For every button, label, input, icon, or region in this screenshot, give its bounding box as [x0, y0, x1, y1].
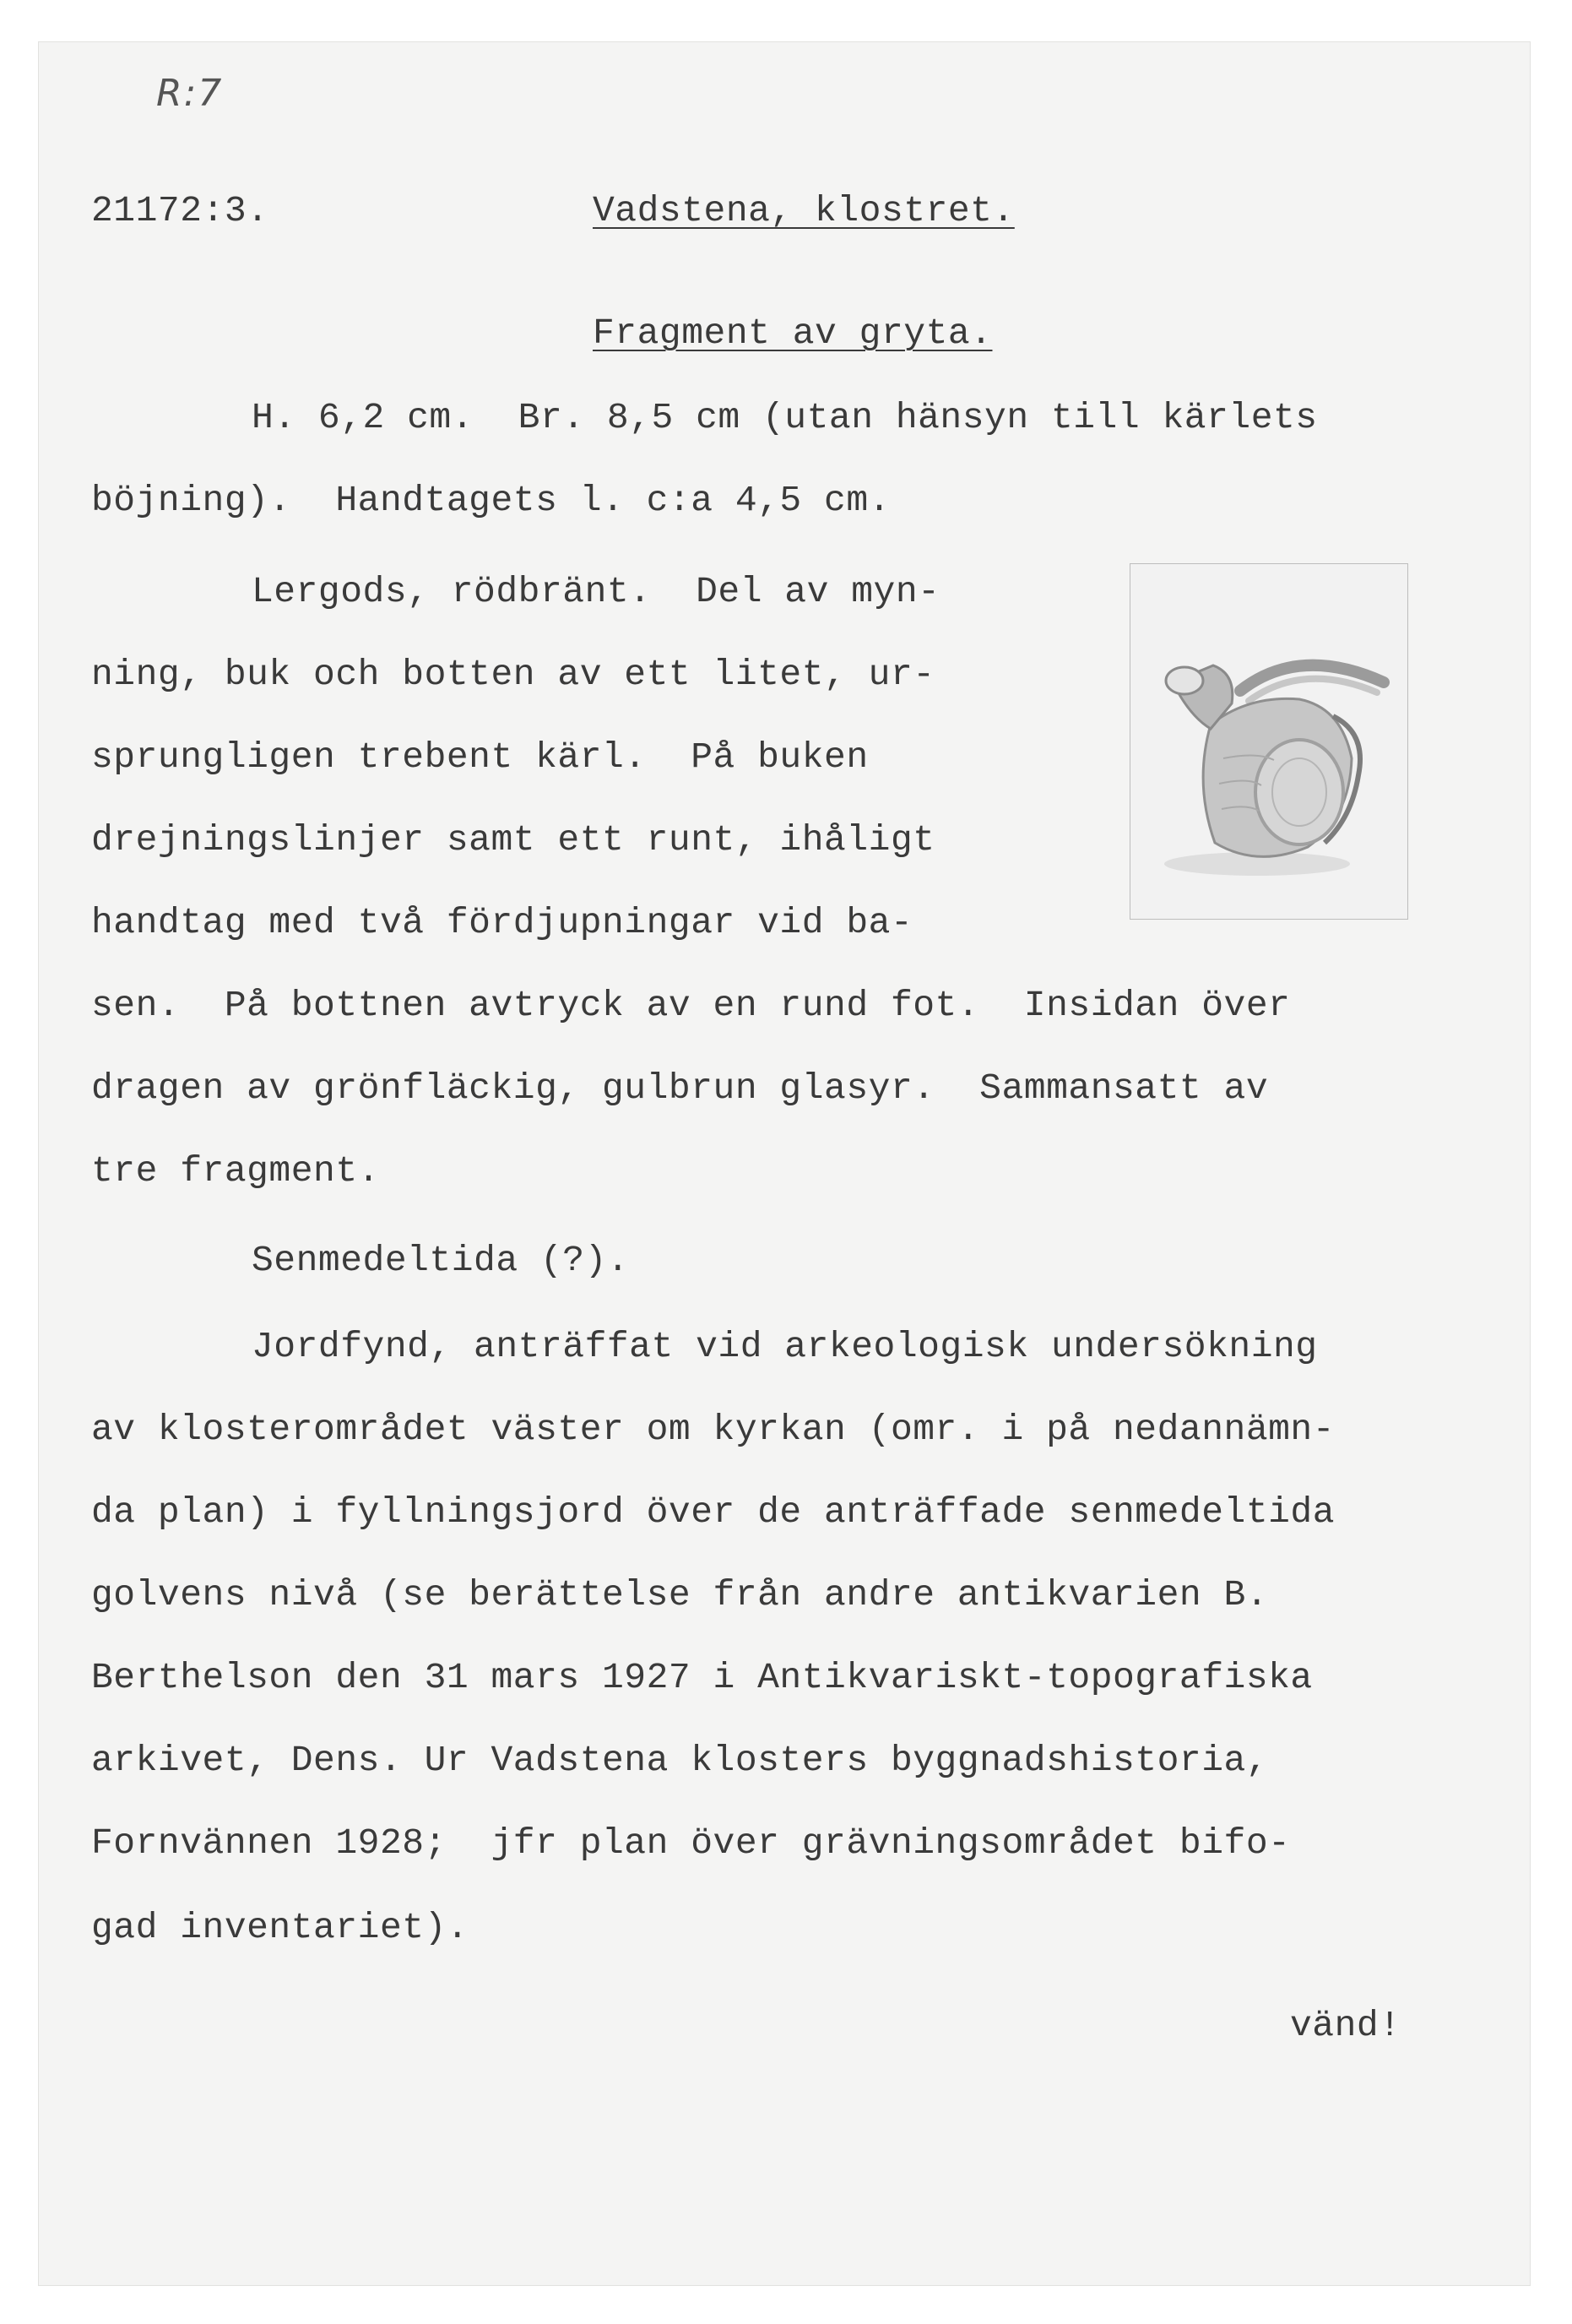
- catalog-number: 21172:3.: [91, 190, 269, 231]
- body-line-11: Senmedeltida (?).: [252, 1240, 630, 1281]
- body-line-12: Jordfynd, anträffat vid arkeologisk undersökning: [252, 1326, 1318, 1367]
- pot-fragment-illustration: [1130, 564, 1407, 919]
- body-line-13: av klosterområdet väster om kyrkan (omr. i på nedannämn-: [91, 1409, 1336, 1450]
- turn-note: vänd!: [1290, 2005, 1401, 2046]
- object-subtitle: Fragment av gryta.: [593, 312, 993, 354]
- body-line-5: sprungligen trebent kärl. På buken: [91, 736, 869, 778]
- object-photo: [1130, 563, 1408, 920]
- body-line-7: handtag med två fördjupningar vid ba-: [91, 902, 913, 943]
- body-line-4: ning, buk och botten av ett litet, ur-: [91, 654, 935, 695]
- body-line-1: H. 6,2 cm. Br. 8,5 cm (utan hänsyn till kärlets: [252, 397, 1318, 438]
- body-line-8: sen. På bottnen avtryck av en rund fot. Insidan över: [91, 985, 1291, 1026]
- location-title: Vadstena, klostret.: [593, 190, 1015, 231]
- handwritten-mark: R:7: [156, 72, 224, 115]
- body-line-3: Lergods, rödbränt. Del av myn-: [252, 571, 940, 612]
- body-line-17: arkivet, Dens. Ur Vadstena klosters byggnadshistoria,: [91, 1740, 1269, 1781]
- body-line-9: dragen av grönfläckig, gulbrun glasyr. Sammansatt av: [91, 1067, 1269, 1109]
- body-line-19: gad inventariet).: [91, 1907, 469, 1948]
- body-line-18: Fornvännen 1928; jfr plan över grävningsområdet bifo-: [91, 1822, 1291, 1864]
- body-line-16: Berthelson den 31 mars 1927 i Antikvariskt-topografiska: [91, 1657, 1313, 1698]
- body-line-6: drejningslinjer samt ett runt, ihåligt: [91, 819, 935, 861]
- body-line-10: tre fragment.: [91, 1150, 380, 1192]
- body-line-15: golvens nivå (se berättelse från andre antikvarien B.: [91, 1574, 1269, 1615]
- body-line-14: da plan) i fyllningsjord över de anträffade senmedeltida: [91, 1491, 1336, 1533]
- body-line-2: böjning). Handtagets l. c:a 4,5 cm.: [91, 480, 891, 521]
